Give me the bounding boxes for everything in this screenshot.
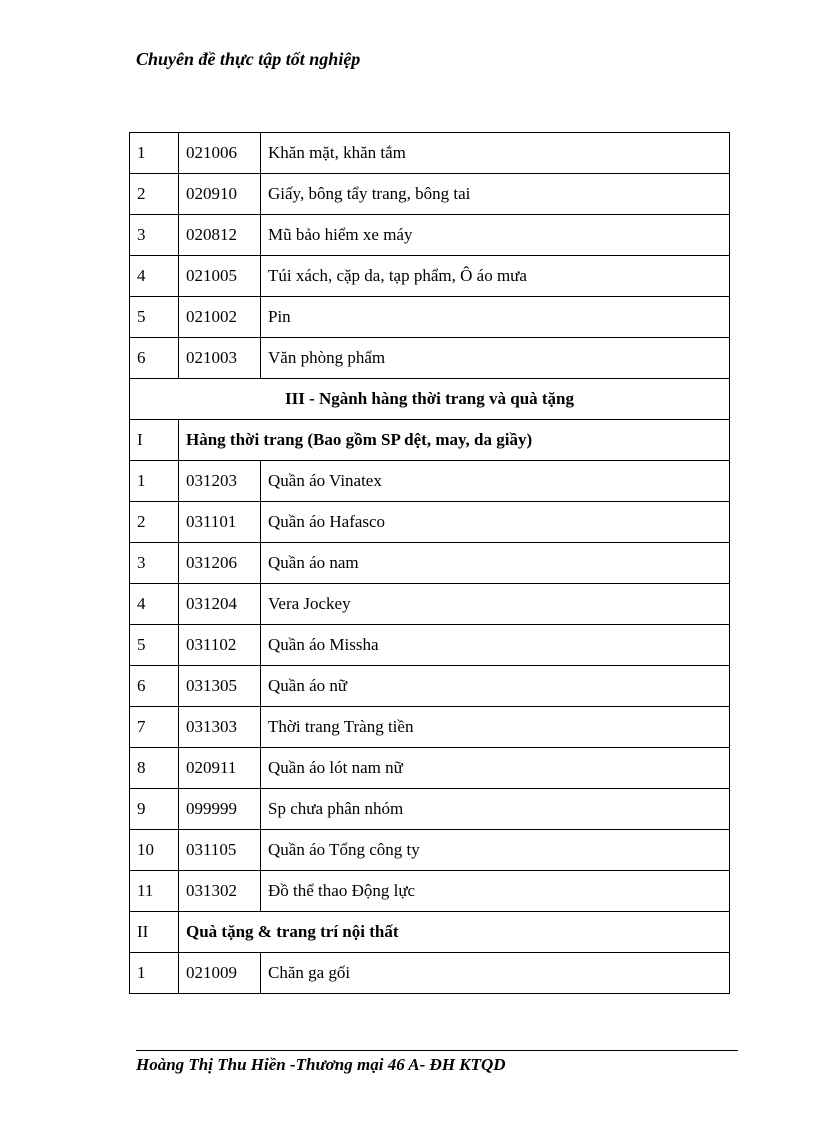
table-row (130, 215, 730, 256)
product-name-cell: Đồ thể thao Động lực (261, 871, 730, 912)
row-number-cell: 5 (130, 297, 179, 338)
section-title-cell: III - Ngành hàng thời trang và quà tặng (130, 379, 730, 420)
group-header-row (130, 912, 730, 953)
product-code-cell: 020911 (179, 748, 261, 789)
product-code-cell: 021003 (179, 338, 261, 379)
product-code-cell: 020910 (179, 174, 261, 215)
table-row (130, 789, 730, 830)
table-row (130, 830, 730, 871)
row-number-cell: 4 (130, 584, 179, 625)
product-code-cell: 031105 (179, 830, 261, 871)
row-number-cell: 5 (130, 625, 179, 666)
table-row (130, 707, 730, 748)
section-header-row (130, 379, 730, 420)
product-name-cell: Túi xách, cặp da, tạp phẩm, Ô áo mưa (261, 256, 730, 297)
footer-divider (136, 1050, 738, 1051)
row-number-cell: 10 (130, 830, 179, 871)
product-code-cell: 099999 (179, 789, 261, 830)
product-name-cell: Quần áo Tổng công ty (261, 830, 730, 871)
row-number-cell: 1 (130, 461, 179, 502)
product-name-cell: Pin (261, 297, 730, 338)
product-code-table (129, 132, 730, 994)
table-row (130, 133, 730, 174)
row-number-cell: 2 (130, 502, 179, 543)
table-row (130, 543, 730, 584)
table-row (130, 502, 730, 543)
row-number-cell: 2 (130, 174, 179, 215)
table-row (130, 256, 730, 297)
product-code-cell: 021006 (179, 133, 261, 174)
product-name-cell: Vera Jockey (261, 584, 730, 625)
product-name-cell: Quần áo Hafasco (261, 502, 730, 543)
row-number-cell: 6 (130, 338, 179, 379)
row-number-cell: 3 (130, 543, 179, 584)
product-code-cell: 031101 (179, 502, 261, 543)
product-code-cell: 031302 (179, 871, 261, 912)
row-number-cell: 7 (130, 707, 179, 748)
page-footer-text: Hoàng Thị Thu Hiền -Thương mại 46 A- ĐH KTQD (136, 1055, 506, 1074)
group-title-cell: Quà tặng & trang trí nội thất (179, 912, 730, 953)
row-number-cell: 3 (130, 215, 179, 256)
group-number-cell: II (130, 912, 179, 953)
product-name-cell: Chăn ga gối (261, 953, 730, 994)
product-code-cell: 031102 (179, 625, 261, 666)
table-row (130, 666, 730, 707)
row-number-cell: 1 (130, 953, 179, 994)
product-name-cell: Quần áo Vinatex (261, 461, 730, 502)
group-title-cell: Hàng thời trang (Bao gồm SP dệt, may, da giầy) (179, 420, 730, 461)
table-row (130, 461, 730, 502)
row-number-cell: 4 (130, 256, 179, 297)
product-code-cell: 021005 (179, 256, 261, 297)
product-code-cell: 020812 (179, 215, 261, 256)
row-number-cell: 9 (130, 789, 179, 830)
table-row (130, 174, 730, 215)
product-code-cell: 031303 (179, 707, 261, 748)
product-name-cell: Quần áo nữ (261, 666, 730, 707)
row-number-cell: 11 (130, 871, 179, 912)
table-row (130, 625, 730, 666)
table-row (130, 338, 730, 379)
table-body (130, 133, 730, 994)
product-name-cell: Sp chưa phân nhóm (261, 789, 730, 830)
product-code-cell: 021009 (179, 953, 261, 994)
table-row (130, 584, 730, 625)
product-code-cell: 031204 (179, 584, 261, 625)
product-name-cell: Thời trang Tràng tiền (261, 707, 730, 748)
product-name-cell: Giấy, bông tẩy trang, bông tai (261, 174, 730, 215)
row-number-cell: 1 (130, 133, 179, 174)
product-name-cell: Văn phòng phẩm (261, 338, 730, 379)
product-name-cell: Quần áo nam (261, 543, 730, 584)
product-code-cell: 021002 (179, 297, 261, 338)
row-number-cell: 8 (130, 748, 179, 789)
product-code-cell: 031305 (179, 666, 261, 707)
product-code-cell: 031206 (179, 543, 261, 584)
page-header-title: Chuyên đề thực tập tốt nghiệp (136, 49, 361, 69)
product-name-cell: Quần áo lót nam nữ (261, 748, 730, 789)
row-number-cell: 6 (130, 666, 179, 707)
table-row (130, 748, 730, 789)
product-name-cell: Quần áo Missha (261, 625, 730, 666)
table-row (130, 871, 730, 912)
product-code-cell: 031203 (179, 461, 261, 502)
product-name-cell: Mũ bảo hiểm xe máy (261, 215, 730, 256)
table-row (130, 953, 730, 994)
group-header-row (130, 420, 730, 461)
group-number-cell: I (130, 420, 179, 461)
table-row (130, 297, 730, 338)
product-name-cell: Khăn mặt, khăn tắm (261, 133, 730, 174)
